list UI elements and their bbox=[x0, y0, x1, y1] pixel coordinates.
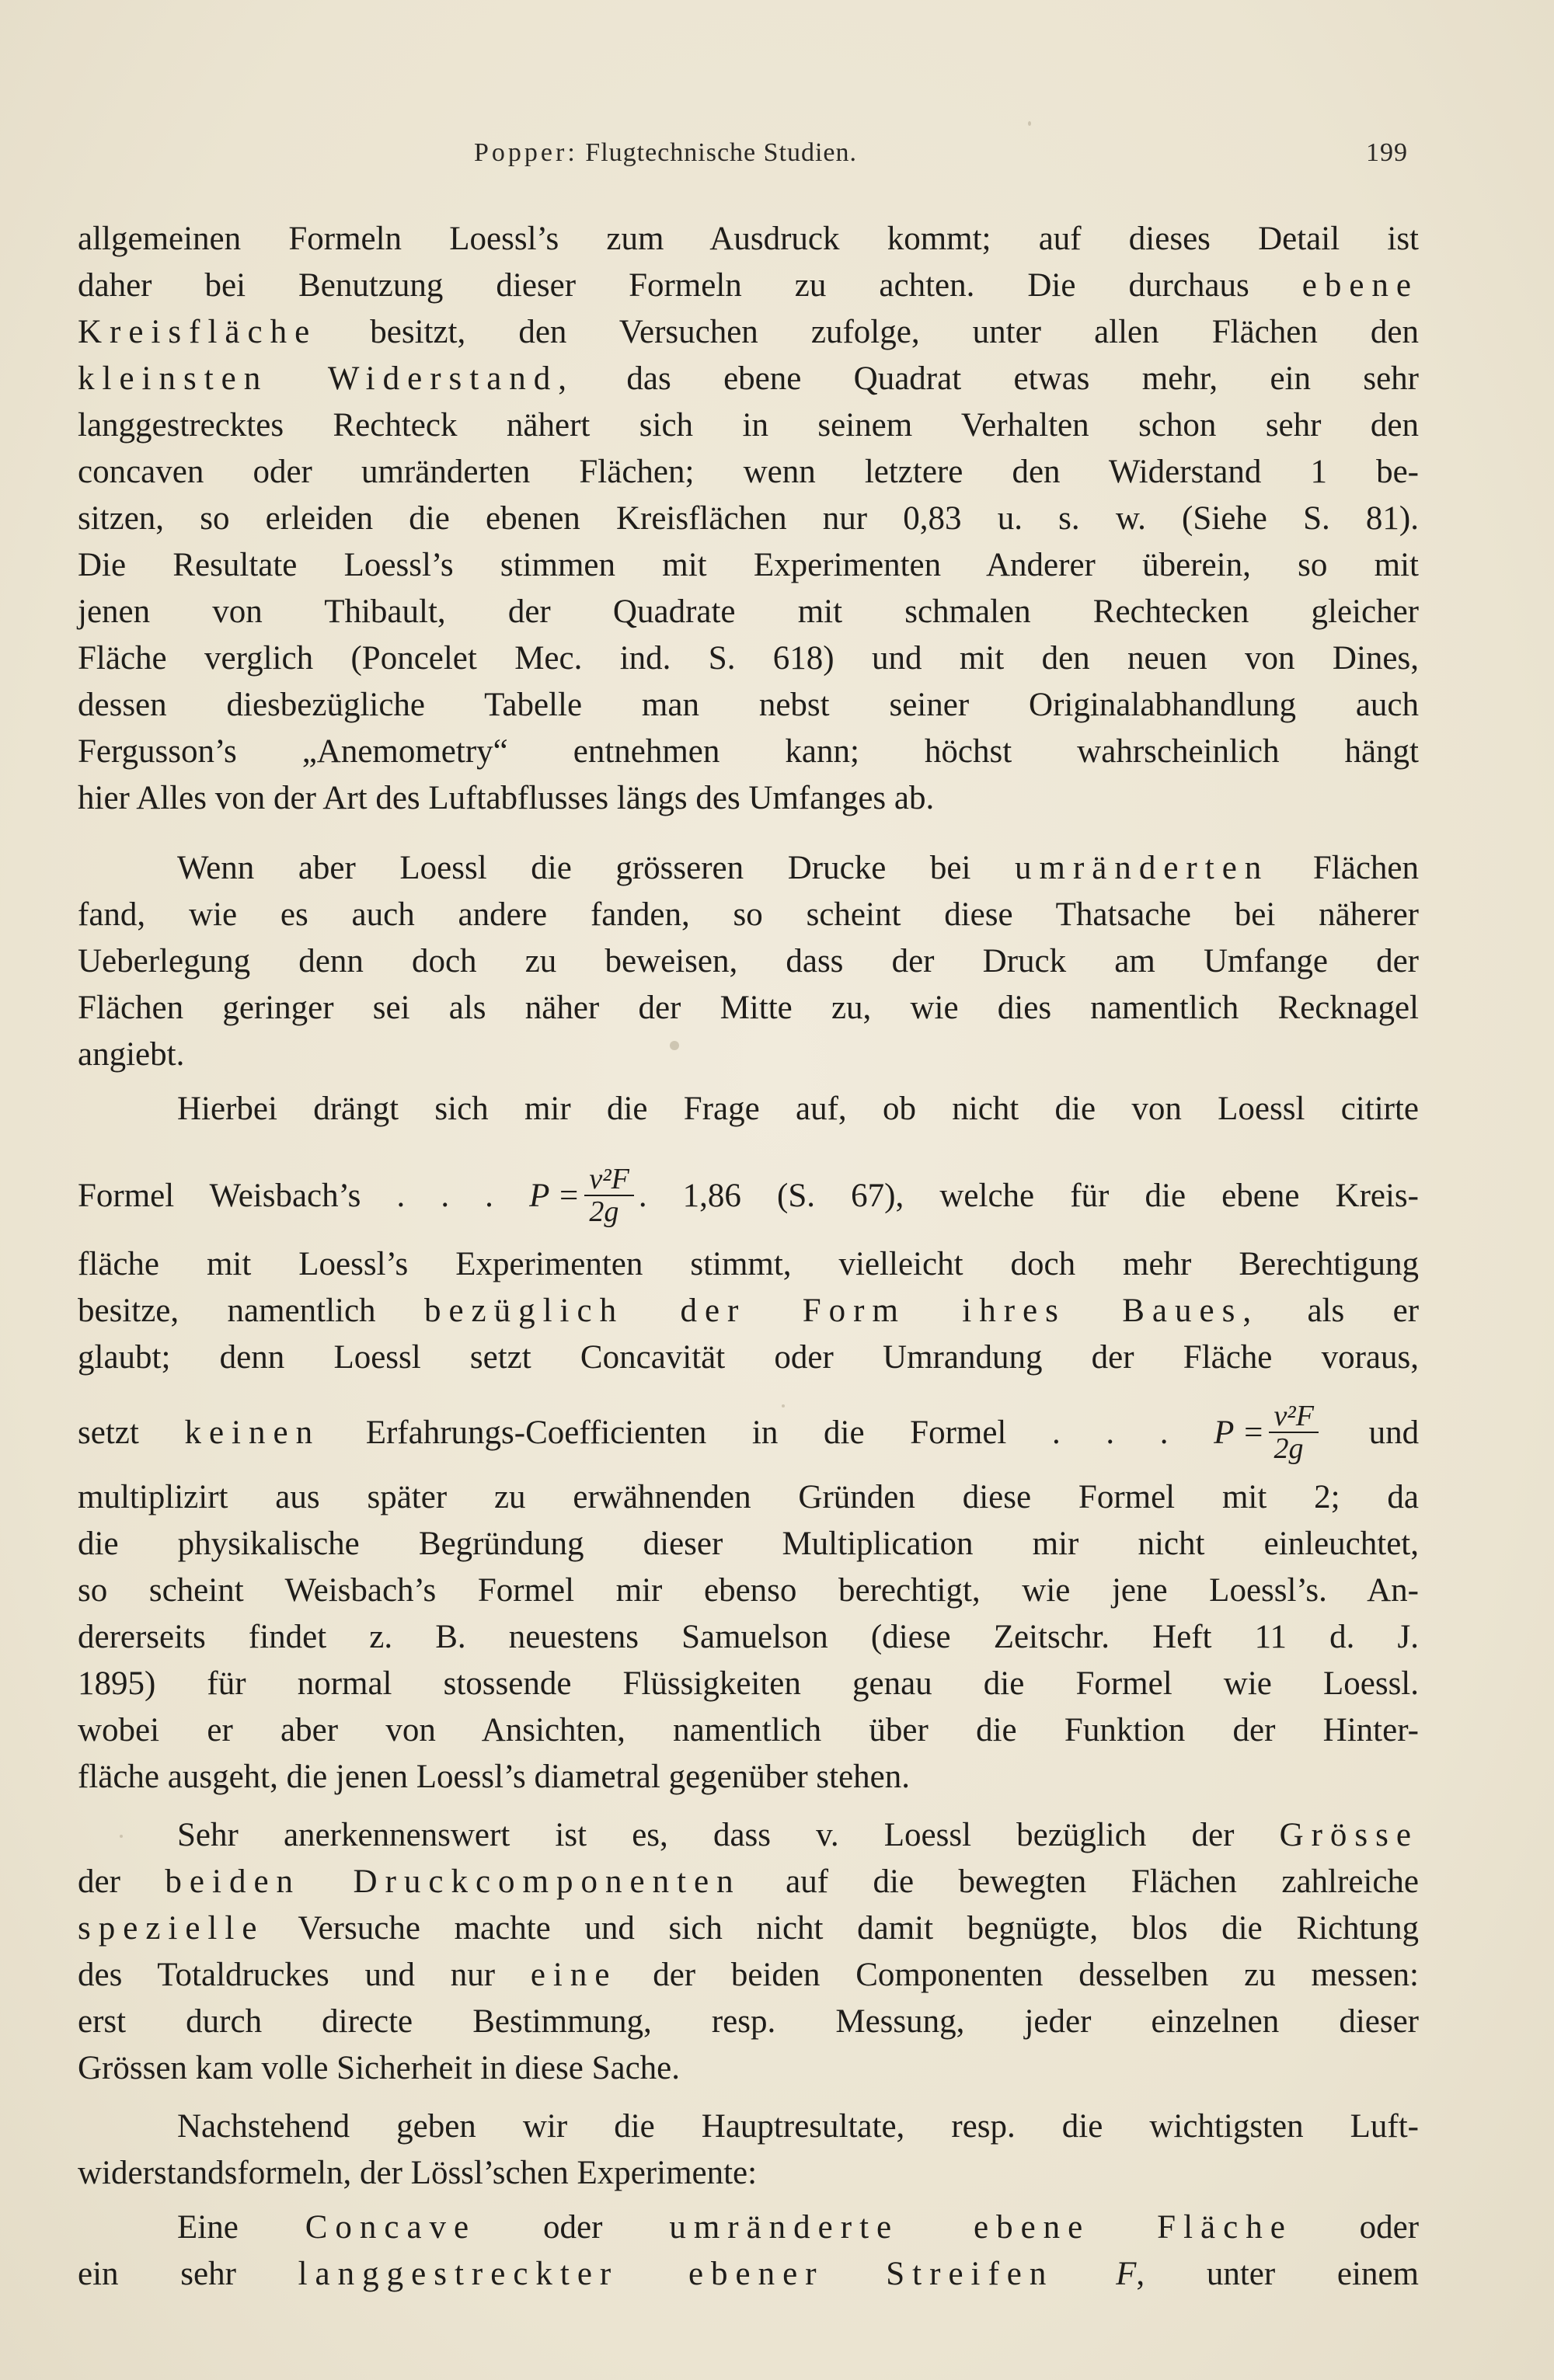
text-line bbox=[78, 497, 1419, 541]
spaced-term: Streifen bbox=[886, 2256, 1054, 2292]
text-run: Eine bbox=[177, 2209, 239, 2246]
text-line bbox=[78, 1398, 1419, 1468]
text-run: auf die bewegten Flächen zahlreiche bbox=[786, 1863, 1420, 1900]
text-run: Sehr anerkennenswert ist es, dass v. Loessl bezüglich der bbox=[177, 1817, 1235, 1853]
text-run: jenen von Thibault, der Quadrate mit schmalen Rechtecken gleicher bbox=[78, 593, 1419, 630]
text-run: , unter einem bbox=[1136, 2256, 1419, 2292]
spaced-term: ebene bbox=[1301, 267, 1420, 304]
text-line bbox=[78, 1907, 1419, 1950]
page-number: 199 bbox=[1366, 138, 1408, 167]
text-line bbox=[78, 357, 1419, 401]
formula-fraction bbox=[1269, 1401, 1318, 1464]
text-run: setzt bbox=[78, 1414, 139, 1451]
text-line bbox=[78, 2152, 1419, 2195]
text-run: der bbox=[78, 1863, 120, 1900]
text-run: die physikalische Begründung dieser Multiplication mir nicht einleuchtet, bbox=[78, 1526, 1419, 1562]
text-run: besitze, namentlich bbox=[78, 1293, 376, 1329]
formula-p: P = bbox=[529, 1178, 580, 1214]
text-run: oder bbox=[1359, 2209, 1420, 2246]
text-line bbox=[78, 1243, 1419, 1286]
spaced-term: Kreisfläche bbox=[78, 314, 318, 350]
header-author: Popper: bbox=[474, 138, 578, 167]
text-run: . 1,86 (S. 67), welche für die ebene Kreis- bbox=[638, 1178, 1419, 1214]
text-line bbox=[78, 451, 1419, 494]
text-line bbox=[78, 1161, 1419, 1231]
spaced-term: keinen bbox=[184, 1414, 321, 1451]
text-line bbox=[78, 1755, 1419, 1799]
text-run: concaven oder umränderten Flächen; wenn letztere den Widerstand 1 be- bbox=[78, 454, 1419, 490]
text-run: und bbox=[1368, 1414, 1420, 1451]
text-run: Nachstehend geben wir die Hauptresultate, resp. die wichtigsten Luft- bbox=[177, 2108, 1419, 2145]
text-run: daher bei Benutzung dieser Formeln zu achten. Die durchaus bbox=[78, 267, 1249, 304]
text-run: sitzen, so erleiden die ebenen Kreisflächen nur 0,83 u. s. w. (Siehe S. 81). bbox=[78, 500, 1419, 537]
text-line bbox=[78, 404, 1419, 447]
text-line bbox=[78, 940, 1419, 983]
spaced-term: kleinsten Widerstand, bbox=[78, 360, 575, 397]
text-line bbox=[78, 1289, 1419, 1333]
text-run: Versuche machte und sich nicht damit begnügte, blos die Richtung bbox=[298, 1910, 1419, 1947]
text-line bbox=[78, 1336, 1419, 1380]
text-run: 1895) für normal stossende Flüssigkeiten genau die Formel wie Loessl. bbox=[78, 1665, 1419, 1702]
text-run: Flächen geringer sei als näher der Mitte zu, wie dies namentlich Recknagel bbox=[78, 990, 1419, 1026]
text-line bbox=[177, 2105, 1419, 2149]
text-run: v²F bbox=[1269, 1401, 1318, 1433]
text-line bbox=[177, 1814, 1419, 1857]
text-run: glaubt; denn Loessl setzt Concavität oder Umrandung der Fläche voraus, bbox=[78, 1339, 1419, 1376]
formula-fraction bbox=[584, 1164, 633, 1227]
text-run: Fläche verglich (Poncelet Mec. ind. S. 618) und mit den neuen von Dines, bbox=[78, 640, 1419, 677]
text-run: widerstandsformeln, der Lössl’schen Experimente: bbox=[78, 2155, 758, 2191]
text-line bbox=[177, 847, 1419, 890]
text-run: Die Resultate Loessl’s stimmen mit Experimenten Anderer überein, so mit bbox=[78, 547, 1419, 583]
text-run: fläche mit Loessl’s Experimenten stimmt, vielleicht doch mehr Berechtigung bbox=[78, 1246, 1419, 1282]
text-run: so scheint Weisbach’s Formel mir ebenso berechtigt, wie jene Loessl’s. An- bbox=[78, 1572, 1419, 1609]
text-run: Wenn aber Loessl die grösseren Drucke bei bbox=[177, 850, 971, 886]
text-line bbox=[78, 637, 1419, 680]
text-line bbox=[78, 217, 1419, 261]
text-run: angiebt. bbox=[78, 1036, 185, 1073]
text-line bbox=[78, 1709, 1419, 1752]
text-line bbox=[78, 1476, 1419, 1519]
text-line bbox=[78, 590, 1419, 634]
text-run: oder bbox=[543, 2209, 603, 2246]
spaced-term: umränderten bbox=[1015, 850, 1270, 886]
text-line bbox=[177, 1087, 1419, 1131]
spaced-term: bezüglich der Form ihres Baues, bbox=[423, 1293, 1260, 1329]
spaced-term: eine bbox=[530, 1957, 618, 1993]
text-line bbox=[78, 1616, 1419, 1659]
text-run: v²F bbox=[584, 1164, 633, 1196]
text-run: ein sehr bbox=[78, 2256, 236, 2292]
text-run: erst durch directe Bestimmung, resp. Messung, jeder einzelnen dieser bbox=[78, 2003, 1419, 2040]
text-line bbox=[78, 311, 1419, 354]
text-run: wobei er aber von Ansichten, namentlich über die Funktion der Hinter- bbox=[78, 1712, 1419, 1748]
spaced-term: Fläche bbox=[1157, 2209, 1293, 2246]
spaced-term: spezielle bbox=[78, 1910, 265, 1947]
text-line bbox=[78, 777, 1419, 820]
text-line bbox=[78, 1662, 1419, 1706]
text-run: Flächen bbox=[1312, 850, 1420, 886]
text-line bbox=[78, 2000, 1419, 2044]
text-run: des Totaldruckes und nur bbox=[78, 1957, 496, 1993]
text-line bbox=[78, 2253, 1419, 2296]
paper-speck bbox=[1028, 121, 1031, 126]
text-run: das ebene Quadrat etwas mehr, ein sehr bbox=[626, 360, 1420, 397]
text-run: 2g bbox=[1274, 1432, 1304, 1466]
spaced-term: Concave bbox=[305, 2209, 477, 2246]
text-run: dessen diesbezügliche Tabelle man nebst seiner Originalabhandlung auch bbox=[78, 687, 1419, 723]
text-line bbox=[78, 1954, 1419, 1997]
text-run: Formel Weisbach’s . . . bbox=[78, 1178, 493, 1214]
text-line bbox=[78, 986, 1419, 1030]
text-run: fläche ausgeht, die jenen Loessl’s diametral gegenüber stehen. bbox=[78, 1759, 911, 1795]
paper-speck bbox=[782, 1404, 785, 1407]
text-line bbox=[78, 2047, 1419, 2090]
variable-f: F bbox=[1116, 2256, 1137, 2292]
formula-p: P = bbox=[1214, 1414, 1265, 1451]
text-run: dererseits findet z. B. neuestens Samuelson (diese Zeitschr. Heft 11 d. J. bbox=[78, 1619, 1419, 1655]
text-run: hier Alles von der Art des Luftabflusses längs des Umfanges ab. bbox=[78, 780, 935, 816]
text-line bbox=[78, 1569, 1419, 1613]
running-header bbox=[78, 138, 1430, 172]
text-line bbox=[78, 893, 1419, 937]
text-line bbox=[78, 730, 1419, 774]
text-run: Grössen kam volle Sicherheit in diese Sache. bbox=[78, 2050, 680, 2086]
spaced-term: Grösse bbox=[1279, 1817, 1419, 1853]
text-line bbox=[78, 1033, 1419, 1077]
text-run: besitzt, den Versuchen zufolge, unter allen Flächen den bbox=[370, 314, 1419, 350]
text-run: als er bbox=[1307, 1293, 1420, 1329]
header-title: Flugtechnische Studien. bbox=[585, 138, 858, 167]
text-run: 2g bbox=[589, 1195, 619, 1229]
text-run: der beiden Componenten desselben zu messen: bbox=[653, 1957, 1419, 1993]
text-run: Fergusson’s „Anemometry“ entnehmen kann; höchst wahrscheinlich hängt bbox=[78, 733, 1419, 770]
text-run: multiplizirt aus später zu erwähnenden Gründen diese Formel mit 2; da bbox=[78, 1479, 1419, 1515]
text-line bbox=[78, 1522, 1419, 1566]
text-run: allgemeinen Formeln Loessl’s zum Ausdruck kommt; auf dieses Detail ist bbox=[78, 221, 1419, 257]
spaced-term: langgestreckter ebener bbox=[298, 2256, 824, 2292]
text-run: Erfahrungs-Coefficienten in die Formel . . . bbox=[365, 1414, 1169, 1451]
spaced-term: umränderte ebene bbox=[669, 2209, 1091, 2246]
running-title bbox=[474, 138, 857, 168]
text-line bbox=[78, 1860, 1419, 1904]
text-line bbox=[78, 264, 1419, 308]
text-line bbox=[78, 684, 1419, 727]
text-line bbox=[177, 2206, 1419, 2250]
paper-speck bbox=[120, 1835, 123, 1838]
text-run: langgestrecktes Rechteck nähert sich in seinem Verhalten schon sehr den bbox=[78, 407, 1419, 444]
text-run: fand, wie es auch andere fanden, so scheint diese Thatsache bei näherer bbox=[78, 896, 1419, 933]
text-line bbox=[78, 544, 1419, 587]
spaced-term: beiden Druckcomponenten bbox=[165, 1863, 741, 1900]
text-run: Ueberlegung denn doch zu beweisen, dass der Druck am Umfange der bbox=[78, 943, 1419, 979]
paper-speck bbox=[670, 1041, 679, 1050]
text-run: Hierbei drängt sich mir die Frage auf, ob nicht die von Loessl citirte bbox=[177, 1091, 1419, 1127]
